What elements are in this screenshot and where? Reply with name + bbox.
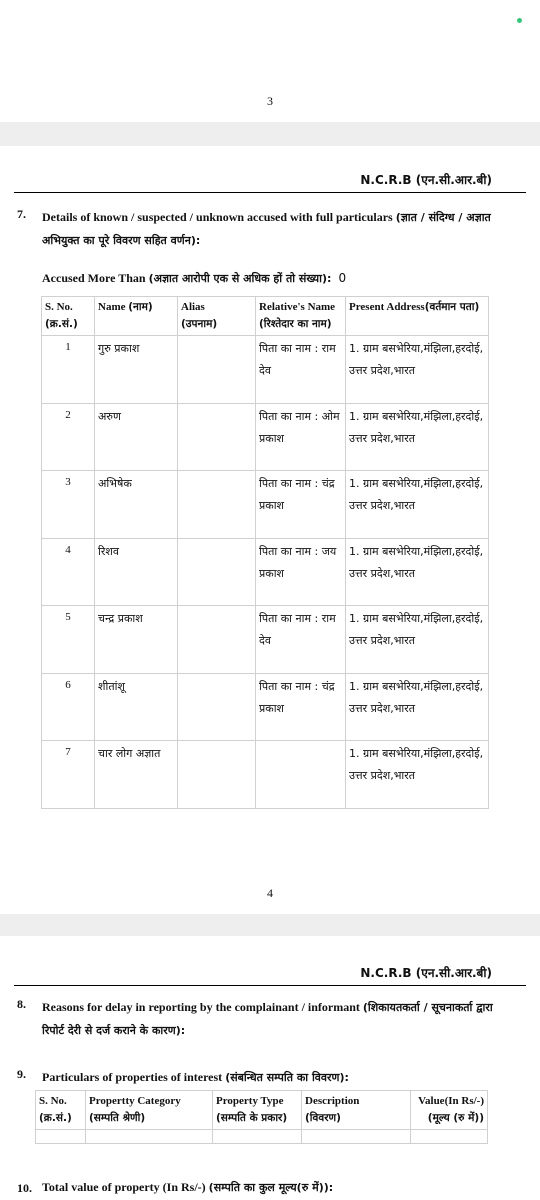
cell-alias	[178, 673, 256, 741]
table-row	[42, 471, 489, 539]
header-address: Present Address(वर्तमान पता)	[346, 297, 489, 336]
cell-address: 1. ग्राम बसभेरिया,मंझिला,हरदोई,उत्तर प्रदेश,भारत	[346, 673, 489, 741]
table-header-row	[42, 297, 489, 336]
cell-sno: 4	[42, 538, 95, 606]
header-relative: Relative's Name (रिश्तेदार का नाम)	[256, 297, 346, 336]
section-7-title-en: Details of known / suspected / unknown accused with full particulars	[42, 210, 393, 224]
ncrb-header: N.C.R.B (एन.सी.आर.बी)	[360, 966, 492, 980]
property-table	[35, 1090, 488, 1144]
cell-relative: पिता का नाम : चंद्र प्रकाश	[256, 673, 346, 741]
cell-address: 1. ग्राम बसभेरिया,मंझिला,हरदोई,उत्तर प्रदेश,भारत	[346, 471, 489, 539]
section-9-title-en: Particulars of properties of interest	[42, 1070, 223, 1084]
section-7-title	[42, 206, 510, 252]
cell-name: अभिषेक	[95, 471, 178, 539]
section-10-title-en: Total value of property (In Rs/-)	[42, 1180, 206, 1194]
cell-sno: 6	[42, 673, 95, 741]
cell-empty	[302, 1130, 411, 1144]
section-7-title-hi: (ज्ञात / संदिग्ध / अज्ञात अभियुक्त का पूरे विवरण सहित वर्णन):	[42, 211, 491, 247]
section-10-title-hi: (सम्पति का कुल मूल्य(रु में)):	[208, 1181, 334, 1194]
cell-sno: 2	[42, 403, 95, 471]
section-7-number: 7.	[17, 207, 26, 221]
pdf-page-3	[0, 0, 540, 122]
section-9-number: 9.	[17, 1067, 26, 1081]
pdf-page-4	[0, 146, 540, 914]
section-9-title-hi: (संबन्धित सम्पति का विवरण):	[225, 1071, 349, 1084]
cell-alias	[178, 538, 256, 606]
accused-more-than-value: 0	[338, 271, 347, 285]
ncrb-header: N.C.R.B (एन.सी.आर.बी)	[360, 173, 492, 187]
section-10-title	[42, 1176, 510, 1199]
table-row	[42, 403, 489, 471]
cell-empty	[86, 1130, 213, 1144]
cell-name: शीतांशू	[95, 673, 178, 741]
cell-sno: 5	[42, 606, 95, 674]
header-name: Name (नाम)	[95, 297, 178, 336]
cell-empty	[36, 1130, 86, 1144]
header-sno: S. No. (क्र.सं.)	[36, 1091, 86, 1130]
section-8-title-hi: (शिकायतकर्ता / सूचनाकर्ता द्वारा रिपोर्ट देरी से दर्ज कराने के कारण):	[42, 1001, 493, 1037]
table-row	[42, 741, 489, 809]
cell-relative: पिता का नाम : रामदेव	[256, 606, 346, 674]
table-row	[42, 538, 489, 606]
header-type: Property Type (सम्पति के प्रकार)	[213, 1091, 302, 1130]
cell-alias	[178, 606, 256, 674]
cell-name: गुरु प्रकाश	[95, 336, 178, 404]
header-description: Description (विवरण)	[302, 1091, 411, 1130]
cell-name: रिशव	[95, 538, 178, 606]
header-alias: Alias (उपनाम)	[178, 297, 256, 336]
cell-alias	[178, 471, 256, 539]
header-sno: S. No. (क्र.सं.)	[42, 297, 95, 336]
cell-address: 1. ग्राम बसभेरिया,मंझिला,हरदोई,उत्तर प्रदेश,भारत	[346, 336, 489, 404]
section-10-number: 10.	[17, 1181, 32, 1195]
cell-sno: 1	[42, 336, 95, 404]
cell-relative: पिता का नाम : चंद्र प्रकाश	[256, 471, 346, 539]
header-value: Value(In Rs/-) (मूल्य (रु में))	[411, 1091, 488, 1130]
header-divider	[14, 985, 526, 986]
cell-address: 1. ग्राम बसभेरिया,मंझिला,हरदोई,उत्तर प्रदेश,भारत	[346, 403, 489, 471]
cell-sno: 3	[42, 471, 95, 539]
accused-more-than-label-hi: (अज्ञात आरोपी एक से अधिक हों तो संख्या):	[148, 272, 332, 285]
pdf-page-5	[0, 936, 540, 1200]
section-8-title-en: Reasons for delay in reporting by the complainant / informant	[42, 1000, 360, 1014]
page-number: 3	[267, 94, 273, 108]
page-number: 4	[267, 886, 273, 900]
section-8-title	[42, 996, 510, 1042]
cell-address: 1. ग्राम बसभेरिया,मंझिला,हरदोई,उत्तर प्रदेश,भारत	[346, 538, 489, 606]
cell-empty	[411, 1130, 488, 1144]
status-dot-icon	[517, 18, 522, 23]
accused-table	[41, 296, 489, 809]
accused-more-than-label-en: Accused More Than	[42, 271, 146, 285]
cell-address: 1. ग्राम बसभेरिया,मंझिला,हरदोई,उत्तर प्रदेश,भारत	[346, 741, 489, 809]
cell-alias	[178, 336, 256, 404]
header-category: Propertty Category (सम्पति श्रेणी)	[86, 1091, 213, 1130]
cell-name: चन्द्र प्रकाश	[95, 606, 178, 674]
cell-address: 1. ग्राम बसभेरिया,मंझिला,हरदोई,उत्तर प्रदेश,भारत	[346, 606, 489, 674]
section-9-title	[42, 1066, 510, 1089]
table-row	[42, 606, 489, 674]
cell-relative: पिता का नाम : जयप्रकाश	[256, 538, 346, 606]
cell-relative: पिता का नाम : रामदेव	[256, 336, 346, 404]
cell-sno: 7	[42, 741, 95, 809]
accused-more-than	[42, 271, 346, 286]
table-row	[42, 336, 489, 404]
header-divider	[14, 192, 526, 193]
table-row	[36, 1130, 488, 1144]
cell-name: चार लोग अज्ञात	[95, 741, 178, 809]
cell-relative: पिता का नाम : ओमप्रकाश	[256, 403, 346, 471]
cell-alias	[178, 741, 256, 809]
table-header-row	[36, 1091, 488, 1130]
section-8-number: 8.	[17, 997, 26, 1011]
table-row	[42, 673, 489, 741]
cell-name: अरुण	[95, 403, 178, 471]
cell-alias	[178, 403, 256, 471]
cell-empty	[213, 1130, 302, 1144]
cell-relative	[256, 741, 346, 809]
